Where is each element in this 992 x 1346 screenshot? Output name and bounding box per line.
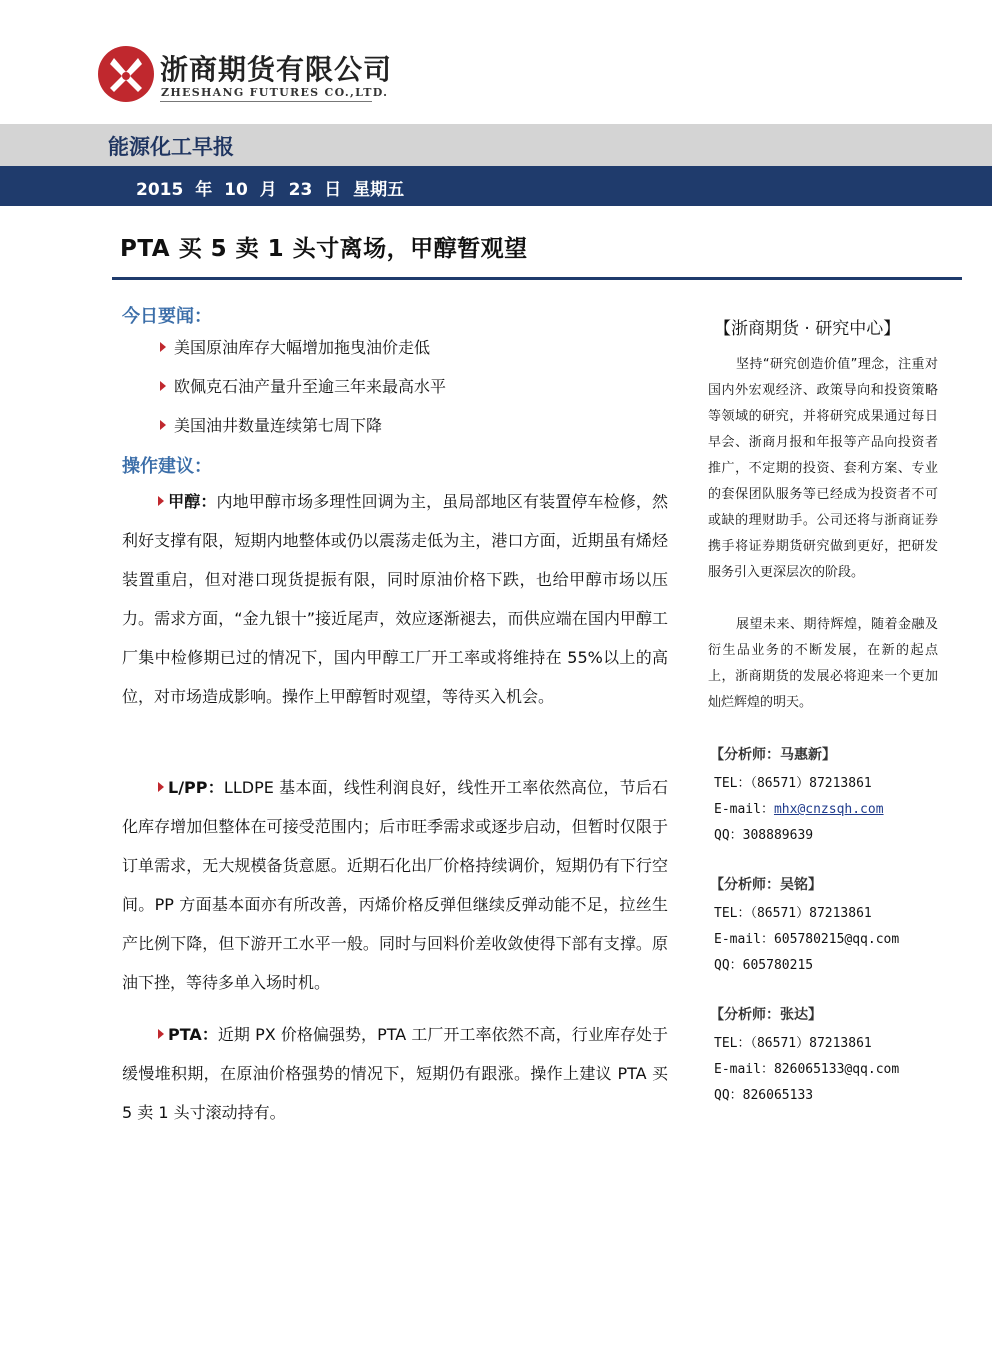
- news-item: [160, 413, 382, 436]
- advice-section-title: 操作建议：: [122, 456, 212, 477]
- news-item: [160, 374, 446, 397]
- bullet-arrow-icon: [158, 782, 164, 792]
- company-logo-icon: [96, 44, 156, 104]
- analyst-qq: QQ：308889639: [714, 828, 814, 843]
- advice-methanol: [122, 482, 668, 716]
- analyst-email: [714, 798, 884, 817]
- analyst-qq: QQ：826065133: [714, 1088, 814, 1103]
- email-label: E-mail：: [714, 932, 774, 947]
- company-name-underline: [160, 101, 372, 102]
- advice-pta-text: 近期 PX 价格偏强势，PTA 工厂开工率依然不高，行业库存处于缓慢堆积期，在原油价格强势的情况下，短期仍有跟涨。操作上建议 PTA 买 5 卖 1 头寸滚动持有。: [122, 1025, 668, 1122]
- email-text[interactable]: 826065133@qq.com: [773, 1062, 900, 1077]
- analyst-tel: TEL：（86571）87213861: [714, 776, 872, 791]
- analyst-name: 【分析师：马惠新】: [710, 747, 836, 763]
- analyst-qq: QQ：605780215: [714, 958, 814, 973]
- bullet-arrow-icon: [160, 381, 166, 391]
- bullet-arrow-icon: [160, 342, 166, 352]
- advice-lpp-lead: L/PP：: [168, 778, 224, 797]
- advice-pta: [122, 1015, 668, 1132]
- bullet-arrow-icon: [158, 496, 164, 506]
- email-label: E-mail：: [714, 802, 774, 817]
- bullet-arrow-icon: [158, 1029, 164, 1039]
- company-name-cn: 浙商期货有限公司: [160, 53, 393, 86]
- analyst-name: 【分析师：张达】: [710, 1007, 822, 1023]
- research-center-title: 【浙商期货 · 研究中心】: [714, 319, 901, 339]
- advice-methanol-text: 内地甲醇市场多理性回调为主，虽局部地区有装置停车检修，然利好支撑有限，短期内地整体或仍以震荡走低为主，港口方面，近期虽有烯烃装置重启，但对港口现货提振有限，同时原油价格下跌，也给甲醇市场以压力。需求方面，“金九银十”接近尾声，效应逐渐褪去，而供应端在国内甲醇工厂集中检修期已过的情况下，国内甲醇工厂开工率或将维持在 55%以上的高位，对市场造成影响。操作上甲醇暂时观望，等待买入机会。: [122, 492, 668, 706]
- news-item-text: 美国原油库存大幅增加拖曳油价走低: [174, 338, 431, 357]
- headline: PTA 买 5 卖 1 头寸离场，甲醇暂观望: [120, 236, 528, 262]
- email-link[interactable]: mhx@cnzsqh.com: [773, 802, 884, 817]
- report-name-band: [0, 124, 992, 166]
- analyst-email: [714, 928, 899, 947]
- email-text[interactable]: 605780215@qq.com: [773, 932, 900, 947]
- headline-divider: [112, 277, 962, 280]
- research-outlook: 展望未来、期待辉煌，随着金融及衍生品业务的不断发展，在新的起点上，浙商期货的发展必将迎来一个更加灿烂辉煌的明天。: [708, 617, 938, 710]
- advice-pta-lead: PTA：: [168, 1025, 218, 1044]
- advice-methanol-lead: 甲醇：: [168, 492, 217, 511]
- advice-lpp-text: LLDPE 基本面，线性利润良好，线性开工率依然高位，节后石化库存增加但整体在可接受范围内；后市旺季需求或逐步启动，但暂时仅限于订单需求，无大规模备货意愿。近期石化出厂价格持续调价，短期仍有下行空间。PP 方面基本面亦有所改善，丙烯价格反弹但继续反弹动能不足，拉丝生产比例下降，但下游开工水平一般。同时与回料价差收敛使得下部有支撑。原油下挫，等待多单入场时机。: [122, 778, 668, 992]
- advice-lpp: [122, 768, 668, 1002]
- bullet-arrow-icon: [160, 420, 166, 430]
- news-item-text: 欧佩克石油产量升至逾三年来最高水平: [174, 377, 447, 396]
- company-name-en: ZHESHANG FUTURES CO.,LTD.: [161, 86, 389, 99]
- date-band: [0, 166, 992, 206]
- report-date: 2015 年 10 月 23 日 星期五: [136, 180, 405, 200]
- analyst-tel: TEL：（86571）87213861: [714, 1036, 872, 1051]
- research-intro: 坚持“研究创造价值”理念，注重对国内外宏观经济、政策导向和投资策略等领域的研究，并将研究成果通过每日早会、浙商月报和年报等产品向投资者推广，不定期的投资、套利方案、专业的套保团队服务等已经成为投资者不可或缺的理财助手。公司还将与浙商证券携手将证券期货研究做到更好，把研发服务引入更深层次的阶段。: [708, 357, 938, 580]
- analyst-name: 【分析师：吴铭】: [710, 877, 822, 893]
- report-name: 能源化工早报: [108, 135, 234, 159]
- email-label: E-mail：: [714, 1062, 774, 1077]
- analyst-tel: TEL：（86571）87213861: [714, 906, 872, 921]
- news-item: [160, 335, 430, 358]
- analyst-email: [714, 1058, 899, 1077]
- news-item-text: 美国油井数量连续第七周下降: [174, 416, 383, 435]
- news-section-title: 今日要闻：: [122, 306, 212, 327]
